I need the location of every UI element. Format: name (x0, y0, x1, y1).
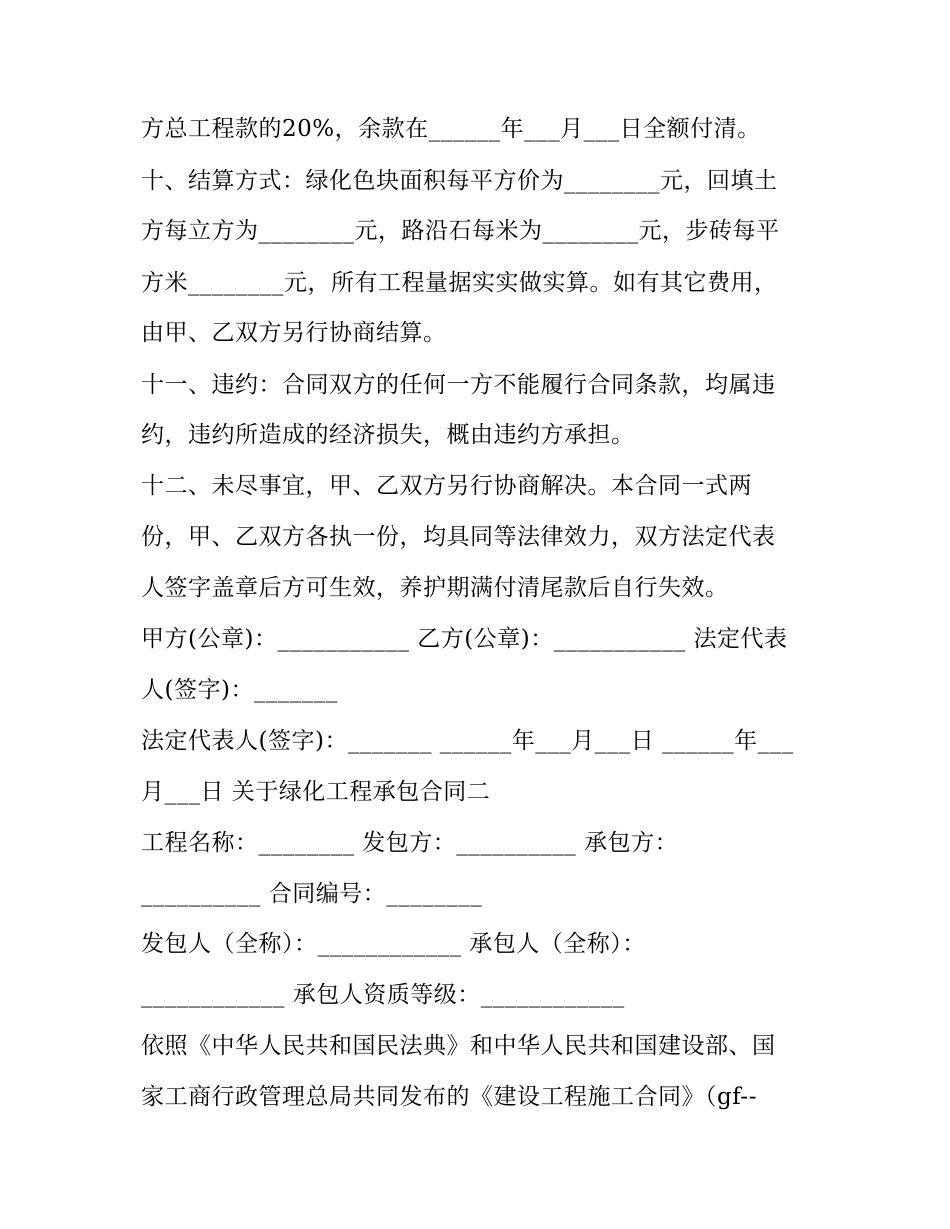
text-line: 人签字盖章后方可生效，养护期满付清尾款后自行失效。 (141, 575, 729, 601)
text-line: 发包人（全称）：____________ 承包人（全称）： (141, 931, 646, 957)
text-line: 十、结算方式：绿化色块面积每平方价为________元，回填土 (141, 168, 778, 194)
text-line: 方总工程款的20%，余款在______年___月___日全额付清。 (141, 116, 761, 142)
text-line: 月___日 关于绿化工程承包合同二 (141, 779, 491, 805)
text-line: 十二、未尽事宜，甲、乙双方另行协商解决。本合同一式两 (141, 473, 752, 499)
text-line: __________ 合同编号：________ (141, 881, 483, 907)
text-line: 人(签字)：_______ (141, 677, 338, 703)
text-line: 依照《中华人民共和国民法典》和中华人民共和国建设部、国 (141, 1033, 776, 1059)
text-line: 甲方(公章)：___________ 乙方(公章)：___________ 法定代表 (141, 626, 788, 652)
text-line: ____________ 承包人资质等级：____________ (141, 982, 625, 1008)
text-line: 份，甲、乙双方各执一份，均具同等法律效力，双方法定代表 (141, 524, 776, 550)
text-line: 由甲、乙双方另行协商结算。 (141, 320, 447, 346)
text-line: 法定代表人(签字)：_______ ______年___月___日 ______年___ (141, 728, 794, 754)
text-line: 十一、违约：合同双方的任何一方不能履行合同条款，均属违 (141, 372, 776, 398)
text-line: 家工商行政管理总局共同发布的《建设工程施工合同》（gf-- (141, 1084, 757, 1110)
text-line: 工程名称：________ 发包方：__________ 承包方： (141, 830, 679, 856)
text-line: 方米________元，所有工程量据实实做实算。如有其它费用， (141, 270, 778, 296)
text-line: 方每立方为________元，路沿石每米为________元，步砖每平 (141, 218, 780, 244)
text-line: 约，违约所造成的经济损失，概由违约方承担。 (141, 422, 635, 448)
